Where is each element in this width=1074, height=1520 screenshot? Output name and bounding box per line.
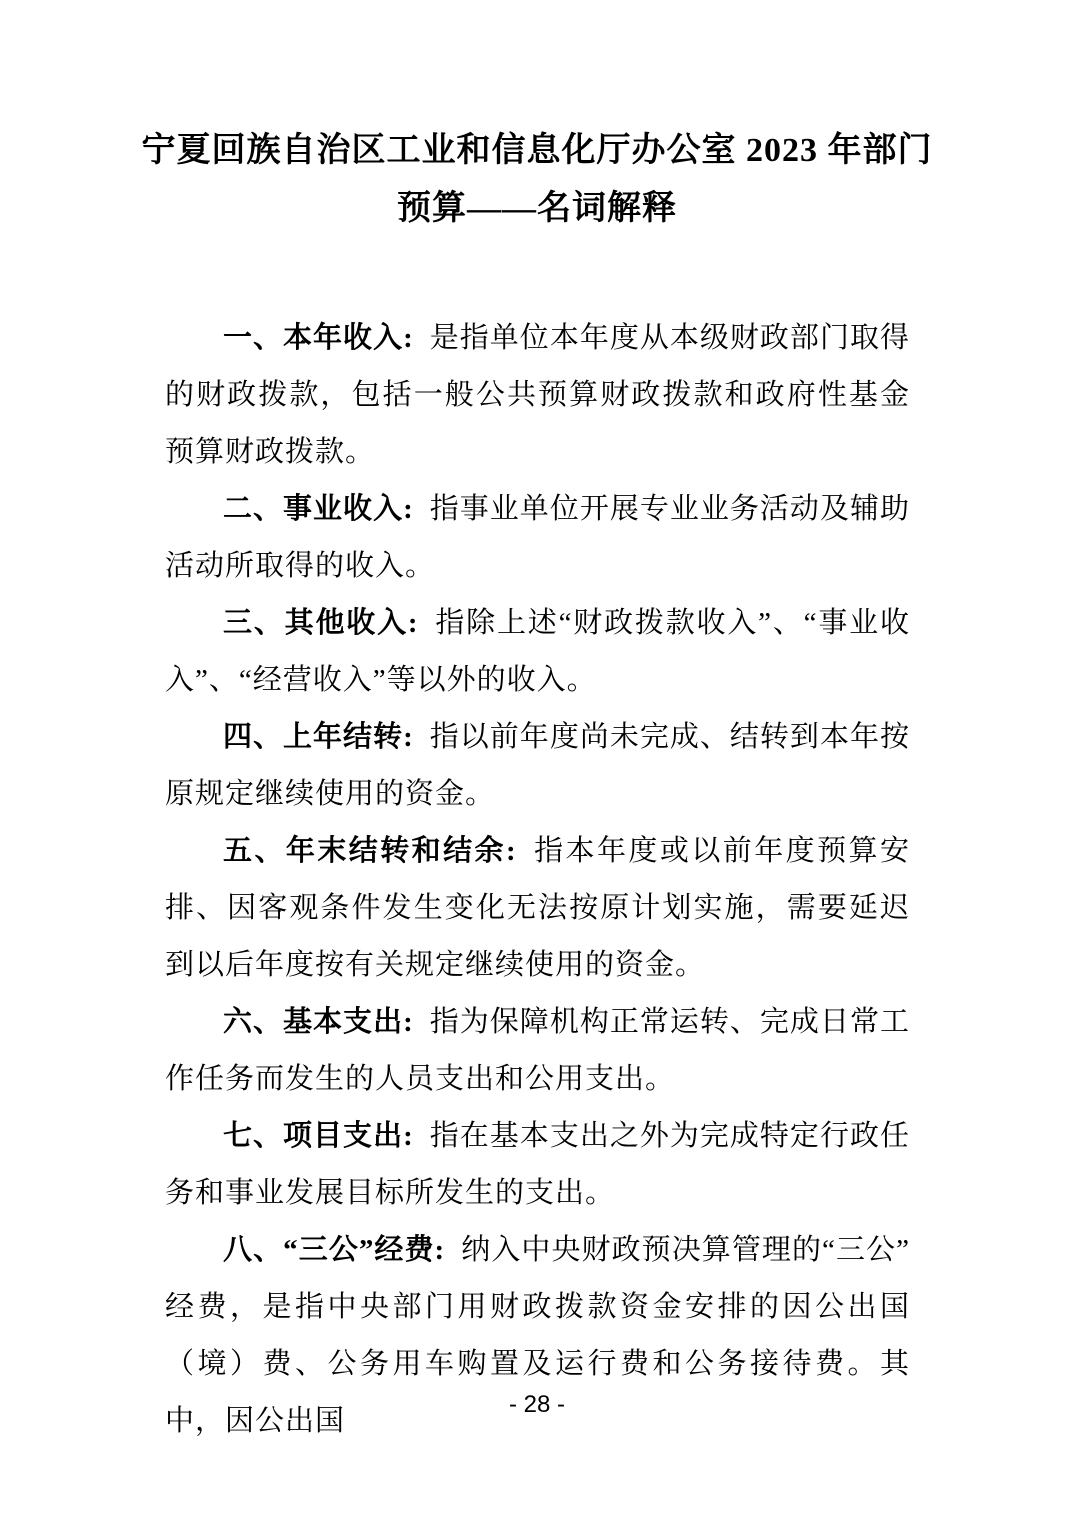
term-definition-8: 纳入中央财政预决算管理的“三公”经费，是指中央部门用财政拨款资金安排的因公出国（境）费、公务用车购置及运行费和公务接待费。其中，因公出国 bbox=[165, 1234, 910, 1437]
term-definition-7: 指在基本支出之外为完成特定行政任务和事业发展目标所发生的支出。 bbox=[165, 1120, 910, 1209]
paragraph-7-xiangmu-zhichu bbox=[165, 1108, 910, 1222]
paragraph-2-shiye-shouru bbox=[165, 481, 910, 595]
page-title bbox=[84, 122, 990, 238]
term-label-6: 六、基本支出: bbox=[223, 1006, 414, 1038]
paragraph-6-jiben-zhichu bbox=[165, 994, 910, 1108]
term-label-7: 七、项目支出: bbox=[223, 1120, 414, 1152]
term-definition-3: 指除上述“财政拨款收入”、“事业收入”、“经营收入”等以外的收入。 bbox=[165, 607, 910, 696]
term-label-2: 二、事业收入: bbox=[223, 493, 414, 525]
term-label-5: 五、年末结转和结余: bbox=[223, 835, 517, 867]
page-title-line-2: 预算——名词解释 bbox=[397, 190, 677, 227]
page-number: - 28 - bbox=[508, 1391, 565, 1418]
paragraph-5-nianmo-jiezhuan-jieyu bbox=[165, 823, 910, 994]
page-title-line-1: 宁夏回族自治区工业和信息化厅办公室 2023 年部门 bbox=[141, 132, 933, 169]
term-label-8: 八、“三公”经费: bbox=[223, 1234, 446, 1266]
term-definition-4: 指以前年度尚未完成、结转到本年按原规定继续使用的资金。 bbox=[165, 721, 910, 810]
paragraph-1-benniam-shouru bbox=[165, 310, 910, 481]
paragraph-3-qita-shouru bbox=[165, 595, 910, 709]
term-label-1: 一、本年收入: bbox=[223, 322, 414, 354]
document-body bbox=[165, 310, 910, 1450]
term-label-4: 四、上年结转: bbox=[223, 721, 414, 753]
term-definition-2: 指事业单位开展专业业务活动及辅助活动所取得的收入。 bbox=[165, 493, 910, 582]
term-definition-5: 指本年度或以前年度预算安排、因客观条件发生变化无法按原计划实施，需要延迟到以后年度按有关规定继续使用的资金。 bbox=[165, 835, 910, 981]
term-definition-1: 是指单位本年度从本级财政部门取得的财政拨款，包括一般公共预算财政拨款和政府性基金预算财政拨款。 bbox=[165, 322, 910, 468]
term-definition-6: 指为保障机构正常运转、完成日常工作任务而发生的人员支出和公用支出。 bbox=[165, 1006, 910, 1095]
term-label-3: 三、其他收入: bbox=[223, 607, 419, 639]
paragraph-4-shangnian-jiezhuan bbox=[165, 709, 910, 823]
